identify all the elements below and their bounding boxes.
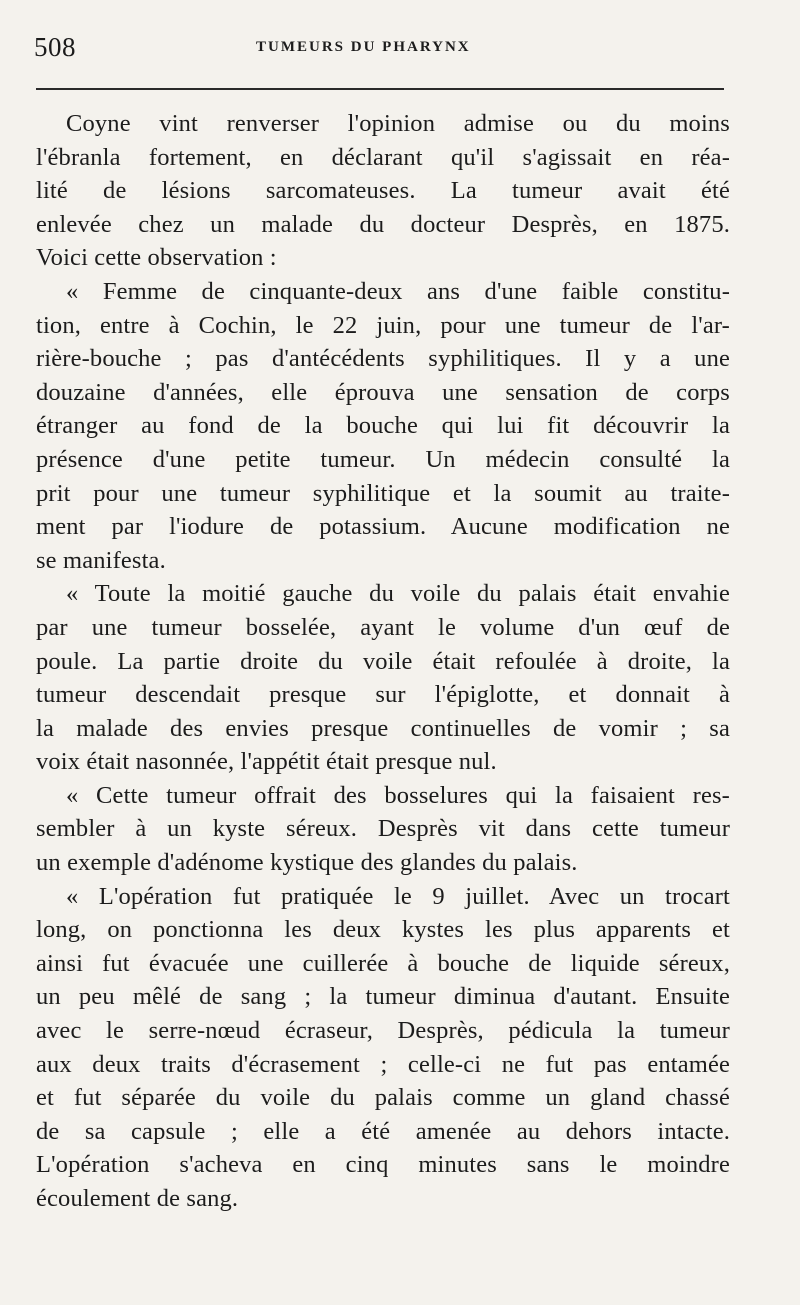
text-line: sembler à un kyste séreux. Desprès vit dans cette tumeur	[36, 815, 730, 843]
text-line: long, on ponctionna les deux kystes les plus apparents et	[36, 916, 730, 944]
text-line: « Toute la moitié gauche du voile du palais était envahie	[66, 580, 730, 608]
text-line: et fut séparée du voile du palais comme un gland chassé	[36, 1084, 730, 1112]
text-line: un peu mêlé de sang ; la tumeur diminua d'autant. Ensuite	[36, 983, 730, 1011]
text-line: rière-bouche ; pas d'antécédents syphilitiques. Il y a une	[36, 345, 730, 373]
text-line: Coyne vint renverser l'opinion admise ou du moins	[66, 110, 730, 137]
text-line: L'opération s'acheva en cinq minutes sans le moindre	[36, 1151, 730, 1179]
text-line: voix était nasonnée, l'appétit était presque nul.	[36, 748, 497, 776]
text-line: Voici cette observation :	[36, 244, 277, 272]
text-line: avec le serre-nœud écraseur, Desprès, pédicula la tumeur	[36, 1017, 730, 1045]
text-line: « Femme de cinquante-deux ans d'une faible constitu-	[66, 277, 730, 305]
text-line: « L'opération fut pratiquée le 9 juillet. Avec un trocart	[66, 882, 730, 910]
page-header	[34, 30, 724, 64]
running-head: TUMEURS DU PHARYNX	[256, 39, 471, 55]
text-line: prit pour une tumeur syphilitique et la soumit au traite-	[36, 479, 730, 507]
text-line: douzaine d'années, elle éprouva une sensation de corps	[36, 378, 730, 406]
text-line: aux deux traits d'écrasement ; celle-ci ne fut pas entamée	[36, 1050, 730, 1078]
text-line: ment par l'iodure de potassium. Aucune modification ne	[36, 513, 730, 541]
text-line: « Cette tumeur offrait des bosselures qui la faisaient res-	[66, 781, 730, 809]
text-line: étranger au fond de la bouche qui lui fit découvrir la	[36, 412, 730, 440]
text-line: lité de lésions sarcomateuses. La tumeur avait été	[36, 177, 730, 205]
body-text	[36, 107, 730, 1216]
text-line: tumeur descendait presque sur l'épiglotte, et donnait à	[36, 681, 730, 709]
text-line: présence d'une petite tumeur. Un médecin consulté la	[36, 445, 730, 473]
text-line: poule. La partie droite du voile était refoulée à droite, la	[36, 647, 730, 675]
text-line: un exemple d'adénome kystique des glandes du palais.	[36, 849, 578, 877]
text-line: écoulement de sang.	[36, 1185, 239, 1212]
text-line: enlevée chez un malade du docteur Desprès, en 1875.	[36, 210, 730, 238]
text-line: l'ébranla fortement, en déclarant qu'il s'agissait en réa-	[36, 143, 730, 171]
text-line: de sa capsule ; elle a été amenée au dehors intacte.	[36, 1117, 730, 1145]
text-line: se manifesta.	[36, 546, 166, 574]
text-line: par une tumeur bosselée, ayant le volume d'un œuf de	[36, 613, 730, 641]
text-line: tion, entre à Cochin, le 22 juin, pour une tumeur de l'ar-	[36, 311, 730, 339]
header-rule	[36, 88, 724, 90]
text-line: ainsi fut évacuée une cuillerée à bouche de liquide séreux,	[36, 949, 730, 977]
text-line: la malade des envies presque continuelles de vomir ; sa	[36, 714, 730, 742]
page-number: 508	[34, 32, 76, 62]
